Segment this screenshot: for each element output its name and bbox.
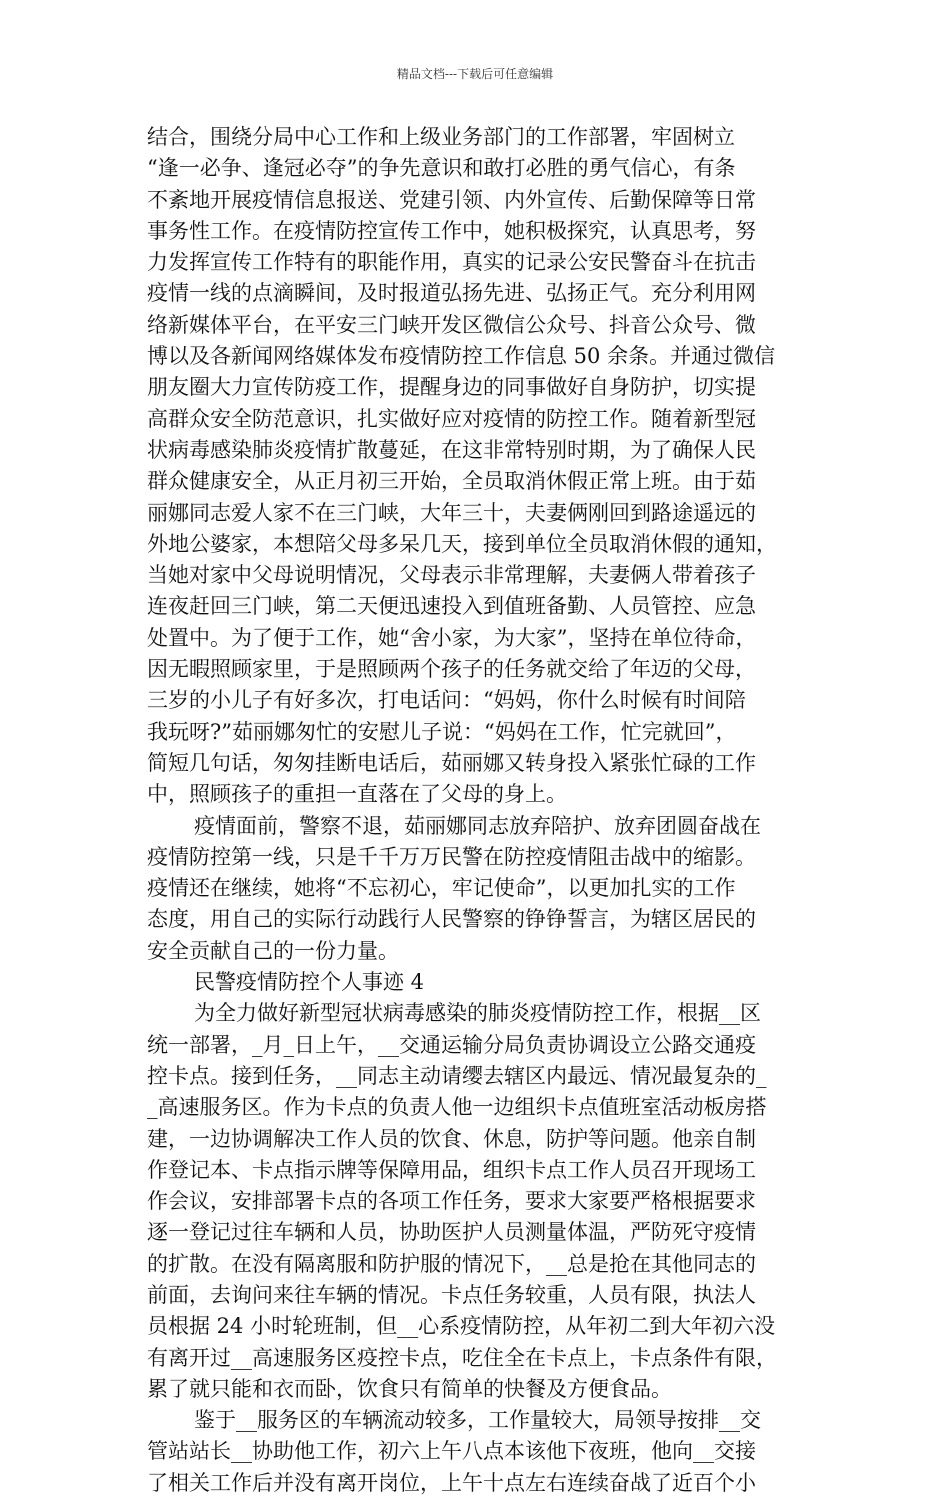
text-line: 中，照顾孩子的重担一直落在了父母的身上。 <box>147 782 567 807</box>
text-line: 因无暇照顾家里，于是照顾两个孩子的任务就交给了年迈的父母， <box>147 657 756 682</box>
paragraph-start-line: 鉴于__服务区的车辆流动较多，工作量较大，局领导按排__交 <box>194 1408 761 1433</box>
text-line: 当她对家中父母说明情况，父母表示非常理解，夫妻俩人带着孩子 <box>147 563 756 588</box>
text-line: 累了就只能和衣而卧，饮食只有简单的快餐及方便食品。 <box>147 1376 672 1401</box>
text-line: 群众健康安全，从正月初三开始，全员取消休假正常上班。由于茹 <box>147 469 756 494</box>
text-line: 结合，围绕分局中心工作和上级业务部门的工作部署，牢固树立 <box>147 125 735 149</box>
text-line: 建，一边协调解决工作人员的饮食、休息，防护等问题。他亲自制 <box>147 1126 756 1151</box>
text-line: 博以及各新闻网络媒体发布疫情防控工作信息 50 余条。并通过微信 <box>147 344 776 369</box>
paragraph-start-line: 疫情面前，警察不退，茹丽娜同志放弃陪护、放弃团圆奋战在 <box>194 813 761 838</box>
document-body <box>147 122 827 1499</box>
text-line: 控卡点。接到任务，__同志主动请缨去辖区内最远、情况最复杂的_ <box>147 1063 767 1088</box>
text-line: 处置中。为了便于工作，她“舍小家，为大家”，坚持在单位待命， <box>147 625 757 650</box>
text-line: 统一部署，_月_日上午，__交通运输分局负责协调设立公路交通疫 <box>147 1032 756 1057</box>
text-line: 作登记本、卡点指示牌等保障用品，组织卡点工作人员召开现场工 <box>147 1157 756 1182</box>
text-line: 逐一登记过往车辆和人员，协助医护人员测量体温，严防死守疫情 <box>147 1220 756 1245</box>
text-line: “逢一必争、逢冠必夺”的争先意识和敢打必胜的勇气信心，有条 <box>147 156 736 181</box>
text-line: 疫情防控第一线，只是千千万万民警在防控疫情阻击战中的缩影。 <box>147 844 756 869</box>
text-line: 朋友圈大力宣传防疫工作，提醒身边的同事做好自身防护，切实提 <box>147 375 756 400</box>
text-line: 我玩呀?”茹丽娜匆忙的安慰儿子说：“妈妈在工作，忙完就回”， <box>147 719 737 744</box>
text-line: 三岁的小儿子有好多次，打电话问：“妈妈，你什么时候有时间陪 <box>147 688 746 713</box>
text-line: 简短几句话，匆匆挂断电话后，茹丽娜又转身投入紧张忙碌的工作 <box>147 750 756 775</box>
text-line: 丽娜同志爱人家不在三门峡，大年三十，夫妻俩刚回到路途遥远的 <box>147 500 756 525</box>
text-line: 作会议，安排部署卡点的各项工作任务，要求大家要严格根据要求 <box>147 1189 756 1214</box>
text-line: 高群众安全防范意识，扎实做好应对疫情的防控工作。随着新型冠 <box>147 406 756 431</box>
text-line: 态度，用自己的实际行动践行人民警察的铮铮誓言，为辖区居民的 <box>147 907 756 932</box>
paragraph-start-line: 为全力做好新型冠状病毒感染的肺炎疫情防控工作，根据__区 <box>194 1001 761 1026</box>
text-line: 了相关工作后并没有离开岗位，上午十点左右连续奋战了近百个小 <box>147 1470 756 1495</box>
text-line: 状病毒感染肺炎疫情扩散蔓延，在这非常特别时期，为了确保人民 <box>147 437 756 462</box>
text-line: 管站站长__协助他工作，初六上午八点本该他下夜班，他向__交接 <box>147 1439 756 1464</box>
header-note: 精品文档---下载后可任意编辑 <box>396 67 554 81</box>
paragraph-start-line: 民警疫情防控个人事迹 4 <box>194 970 425 995</box>
text-line: 不紊地开展疫情信息报送、党建引领、内外宣传、后勤保障等日常 <box>147 187 756 212</box>
text-line: 外地公婆家，本想陪父母多呆几天，接到单位全员取消休假的通知， <box>147 531 777 556</box>
text-line: 员根据 24 小时轮班制，但__心系疫情防控，从年初二到大年初六没 <box>147 1314 776 1339</box>
text-line: _高速服务区。作为卡点的负责人他一边组织卡点值班室活动板房搭 <box>147 1095 767 1120</box>
text-line: 络新媒体平台，在平安三门峡开发区微信公众号、抖音公众号、微 <box>147 312 756 337</box>
text-line: 的扩散。在没有隔离服和防护服的情况下，__总是抢在其他同志的 <box>147 1251 756 1276</box>
text-line: 疫情还在继续，她将“不忘初心，牢记使命”，以更加扎实的工作 <box>147 876 736 901</box>
text-line: 安全贡献自己的一份力量。 <box>147 938 399 963</box>
text-line: 疫情一线的点滴瞬间，及时报道弘扬先进、弘扬正气。充分利用网 <box>147 281 756 306</box>
text-line: 力发挥宣传工作特有的职能作用，真实的记录公安民警奋斗在抗击 <box>147 250 756 275</box>
text-line: 有离开过__高速服务区疫控卡点，吃住全在卡点上，卡点条件有限， <box>147 1345 777 1370</box>
text-line: 连夜赶回三门峡，第二天便迅速投入到值班备勤、人员管控、应急 <box>147 594 756 619</box>
text-line: 前面，去询问来往车辆的情况。卡点任务较重，人员有限，执法人 <box>147 1282 756 1307</box>
text-line: 事务性工作。在疫情防控宣传工作中，她积极探究，认真思考，努 <box>147 218 756 243</box>
